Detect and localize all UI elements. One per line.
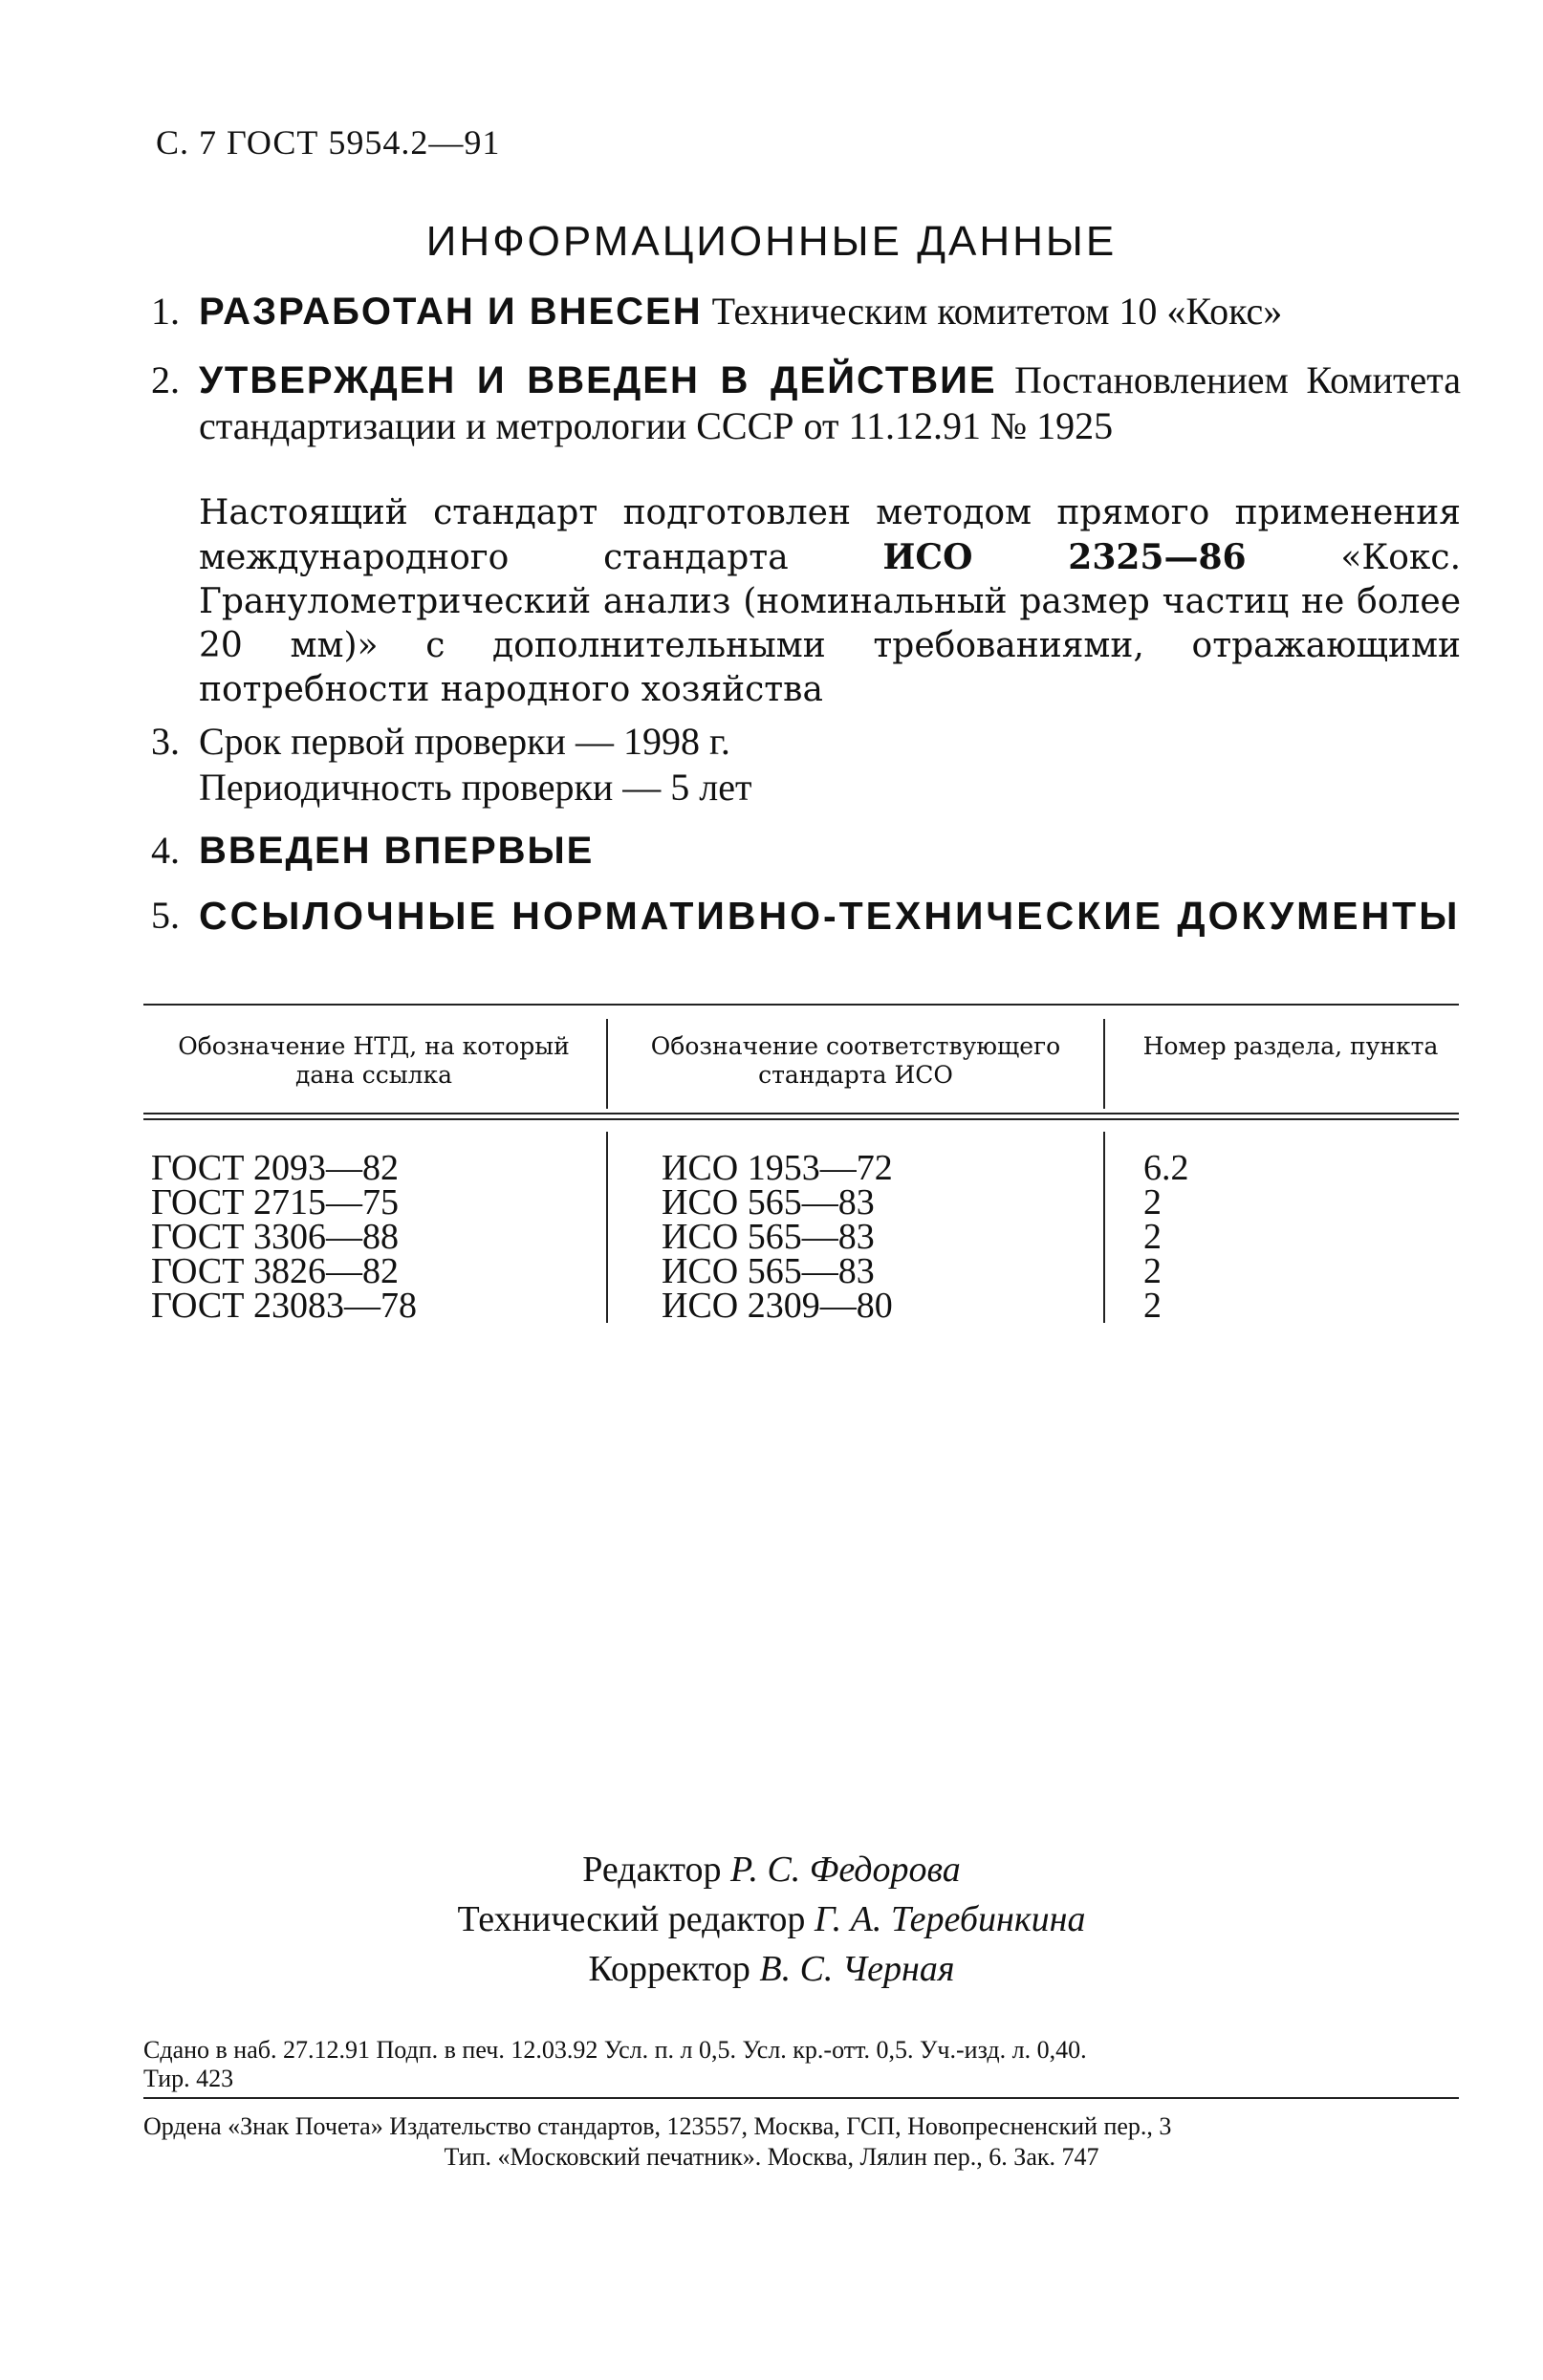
table-column-divider — [1103, 1132, 1105, 1323]
table-cell: ГОСТ 2093—82 — [151, 1148, 399, 1188]
item-text: Периодичность проверки — 5 лет — [199, 766, 752, 809]
item-number: 3. — [151, 720, 180, 763]
standard-note-paragraph: Настоящий стандарт подготовлен методом прямого применения международного стандарта ИСО 2325—86 «Кокс. Гранулометрический анализ (номинальный размер частиц не более 20 мм)» с дополнительными требованиями, отражающими потребности народного хозяйства — [199, 493, 1462, 709]
table-header-cell: Номер раздела, пункта — [1142, 1032, 1439, 1060]
table-cell: 2 — [1143, 1182, 1162, 1222]
item-heading: УТВЕРЖДЕН И ВВЕДЕН В ДЕЙСТВИЕ — [199, 359, 997, 401]
item-text: Постановлением Комитета стандартизации и метрологии СССР от 11.12.91 № 1925 — [199, 358, 1462, 447]
item-number: 4. — [151, 829, 180, 872]
imprint-print-data: Сдано в наб. 27.12.91 Подп. в печ. 12.03.92 Усл. п. л 0,5. Усл. кр.-отт. 0,5. Уч.-изд. л. 0,40. — [143, 2036, 1087, 2064]
credits-editor: Редактор Р. С. Федорова — [582, 1850, 961, 1890]
table-cell: ГОСТ 23083—78 — [151, 1286, 417, 1326]
imprint-rule — [143, 2097, 1459, 2099]
item-heading: РАЗРАБОТАН И ВНЕСЕН — [199, 291, 703, 333]
item-number: 5. — [151, 894, 180, 937]
table-cell: ГОСТ 3306—88 — [151, 1217, 399, 1257]
table-cell: ГОСТ 2715—75 — [151, 1182, 399, 1222]
table-top-rule — [143, 1004, 1459, 1006]
table-header-cell: Обозначение соответствующего стандарта ИСО — [650, 1032, 1061, 1089]
imprint-circulation: Тир. 423 — [143, 2065, 234, 2092]
item-text: Техническим комитетом 10 «Кокс» — [711, 290, 1283, 333]
table-column-ntd — [151, 1148, 417, 1326]
table-header-rule — [143, 1113, 1459, 1114]
table-cell: 2 — [1143, 1217, 1162, 1257]
table-header-cell: Обозначение НТД, на который дана ссылка — [178, 1032, 570, 1089]
table-cell: 2 — [1143, 1286, 1162, 1326]
table-header-rule — [143, 1118, 1459, 1120]
table-cell: 2 — [1143, 1251, 1162, 1291]
item-text: Срок первой проверки — 1998 г. — [199, 720, 730, 763]
table-column-divider — [1103, 1019, 1105, 1109]
table-cell: ИСО 1953—72 — [662, 1148, 893, 1188]
page-title: ИНФОРМАЦИОННЫЕ ДАННЫЕ — [425, 218, 1118, 265]
credits-corrector: Корректор В. С. Черная — [588, 1949, 955, 1989]
item-number: 2. — [151, 358, 180, 401]
table-cell: ГОСТ 3826—82 — [151, 1251, 399, 1291]
page-header: С. 7 ГОСТ 5954.2—91 — [156, 123, 501, 162]
item-number: 1. — [151, 290, 180, 333]
table-cell: ИСО 2309—80 — [662, 1286, 893, 1326]
table-column-iso — [662, 1148, 893, 1326]
item-heading: ВВЕДЕН ВПЕРВЫЕ — [199, 830, 595, 872]
table-cell: ИСО 565—83 — [662, 1182, 875, 1222]
table-column-divider — [606, 1132, 608, 1323]
imprint-publisher: Ордена «Знак Почета» Издательство стандартов, 123557, Москва, ГСП, Новопресненский пер., 3 — [143, 2112, 1172, 2140]
table-column-section — [1143, 1148, 1189, 1326]
table-cell: ИСО 565—83 — [662, 1251, 875, 1291]
table-cell: ИСО 565—83 — [662, 1217, 875, 1257]
table-column-divider — [606, 1019, 608, 1109]
credits-tech-editor: Технический редактор Г. А. Теребинкина — [457, 1899, 1086, 1939]
imprint-printer: Тип. «Московский печатник». Москва, Лялин пер., 6. Зак. 747 — [444, 2143, 1099, 2171]
table-cell: 6.2 — [1143, 1148, 1189, 1188]
item-heading: ССЫЛОЧНЫЕ НОРМАТИВНО-ТЕХНИЧЕСКИЕ ДОКУМЕНТЫ — [199, 894, 1461, 938]
